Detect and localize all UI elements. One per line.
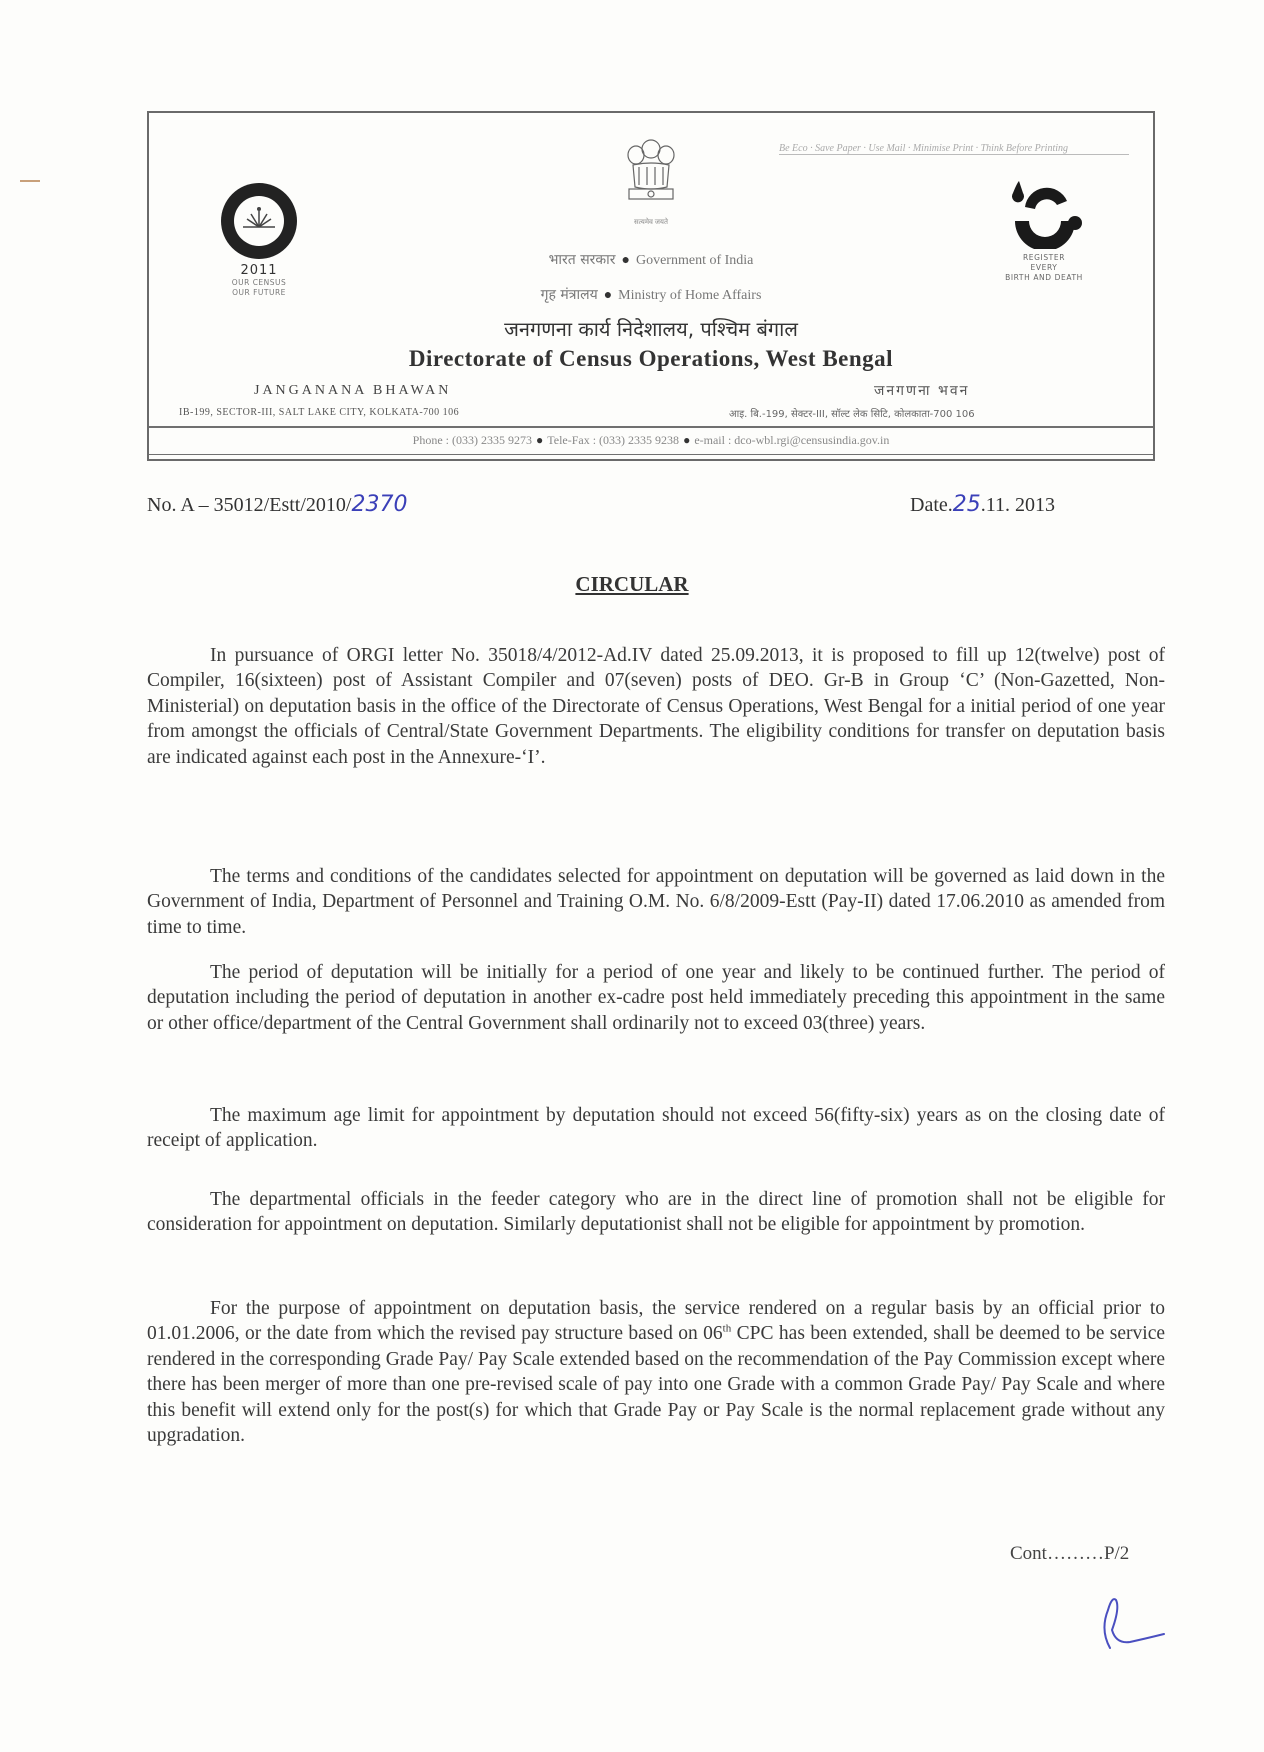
- ashoka-emblem-icon: [621, 135, 681, 213]
- census-tagline-1: OUR CENSUS: [231, 278, 287, 287]
- email-link[interactable]: e-mail : dco-wbl.rgi@censusindia.gov.in: [694, 433, 890, 447]
- scan-mark: [20, 180, 40, 182]
- paragraph-4: The maximum age limit for appointment by deputation should not exceed 56(fifty-six) years as on the closing date of receipt of application.: [147, 1104, 1165, 1151]
- emblem-motto: सत्यमेव जयते: [634, 218, 668, 226]
- telefax: Tele-Fax : (033) 2335 9238: [547, 433, 680, 447]
- address-english: IB-199, SECTOR-III, SALT LAKE CITY, KOLKATA-700 106: [179, 407, 460, 418]
- directorate-hindi: जनगणना कार्य निदेशालय, पश्चिम बंगाल: [504, 317, 798, 341]
- rbd-tag-line1: REGISTER: [1022, 253, 1066, 262]
- census-year: 2011: [240, 263, 278, 278]
- bhawan-english: JANGANANA BHAWAN: [254, 383, 452, 398]
- reference-number: [147, 492, 407, 517]
- date-handwritten-day: 25: [952, 492, 981, 517]
- date-suffix: .11. 2013: [980, 494, 1056, 516]
- address-hindi: आइ. बि.-199, सेक्टर-III, सॉल्ट लेक सिटि, कोलकाता-700 106: [729, 409, 975, 420]
- phone: Phone : (033) 2335 9273: [412, 433, 532, 447]
- motto-strip: Be Eco · Save Paper · Use Mail · Minimise Print · Think Before Printing: [779, 143, 1129, 155]
- reference-prefix: No. A – 35012/Estt/2010/: [147, 494, 352, 516]
- continuation-note: Cont………P/2: [1010, 1543, 1130, 1564]
- paragraph-6: [147, 1296, 1165, 1449]
- paragraph-6-part-2: CPC has been extended, shall be deemed to be service rendered in the corresponding Grade Pay/ Pay Scale extended based on the recommendation of the Pay Commission except where there has been merger of more than one pre-revised scale of pay into one Grade with a common Grade Pay/ Pay Scale and where this benefit will extend only for the post(s) for which that Grade Pay or Pay Scale is the normal replacement grade without any upgradation.: [147, 1323, 1165, 1446]
- reference-handwritten-number: 2370: [351, 492, 408, 517]
- rbd-tag-line3: BIRTH AND DEATH: [1005, 273, 1083, 282]
- ministry-line: गृह मंत्रालय ● Ministry of Home Affairs: [540, 287, 762, 303]
- letterhead: [147, 111, 1155, 461]
- census-seal-icon: [219, 181, 299, 261]
- ministry-hindi: गृह मंत्रालय: [540, 287, 598, 303]
- paragraph-6-part-1: For the purpose of appointment on deputation basis, the service rendered on a regular basis by an official prior to 01.01.2006, or the date from which the revised pay structure based on 06: [147, 1297, 1165, 1344]
- paragraph-3: The period of deputation will be initially for a period of one year and likely to be continued further. The period of deputation including the period of deputation in another ex-cadre post held immediately preceding this appointment in the same or other office/department of the Central Government shall ordinarily not to exceed 03(three) years.: [147, 961, 1165, 1034]
- directorate-english: Directorate of Census Operations, West Bengal: [408, 346, 894, 371]
- rbd-tag-line2: EVERY: [1030, 263, 1058, 272]
- paragraph-5: The departmental officials in the feeder category who are in the direct line of promotion shall not be eligible for consideration for appointment on deputation. Similarly deputationist shall not be eligible for appointment by promotion.: [147, 1188, 1165, 1235]
- national-emblem: [619, 135, 683, 227]
- signature: [1090, 1590, 1170, 1660]
- census-of-india-logo: [209, 181, 309, 298]
- census-tagline-2: OUR FUTURE: [232, 288, 286, 297]
- paragraph-1: In pursuance of ORGI letter No. 35018/4/2012-Ad.IV dated 25.09.2013, it is proposed to fill up 12(twelve) post of Compiler, 16(sixteen) post of Assistant Compiler and 07(seven) posts of DEO. Gr-B in Group ‘C’ (Non-Gazetted, Non-Ministerial) on deputation basis in the office of the Directorate of Census Operations, West Bengal for a initial period of one year from amongst the officials of Central/State Government Departments. The eligibility conditions for transfer on deputation basis are indicated against each post in the Annexure-‘I’.: [147, 644, 1165, 768]
- register-birth-death-icon: [1003, 179, 1085, 249]
- letter-date: [910, 492, 1055, 517]
- ministry-english: Ministry of Home Affairs: [618, 288, 762, 303]
- contact-bar: Phone : (033) 2335 9273 ● Tele-Fax : (033) 2335 9238 ● e-mail : dco-wbl.rgi@censusindia.gov.in: [149, 426, 1153, 455]
- date-prefix: Date.: [910, 494, 953, 516]
- bhawan-hindi: जनगणना भवन: [874, 383, 970, 399]
- gov-hindi: भारत सरकार: [548, 252, 616, 268]
- gov-english: Government of India: [635, 253, 754, 268]
- ordinal-suffix: th: [722, 1322, 732, 1335]
- paragraph-2: The terms and conditions of the candidates selected for appointment on deputation will be governed as laid down in the Government of India, Department of Personnel and Training O.M. No. 6/8/2009-Estt (Pay-II) dated 17.06.2010 as amended from time to time.: [147, 865, 1165, 938]
- government-line: भारत सरकार ● Government of India: [548, 252, 754, 268]
- circular-title: CIRCULAR: [575, 572, 689, 596]
